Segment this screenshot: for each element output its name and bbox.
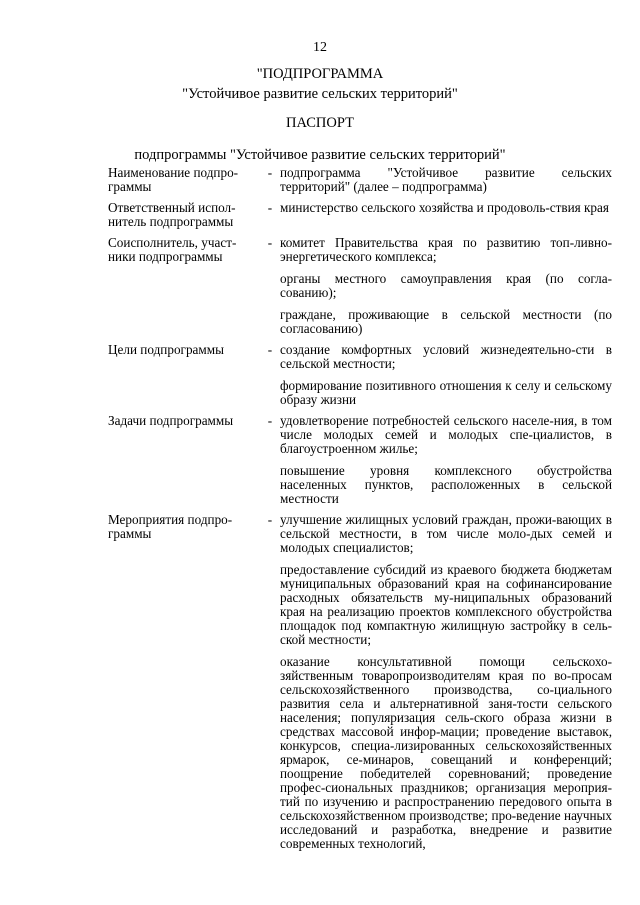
passport-row bbox=[108, 513, 612, 851]
page-number: 12 bbox=[313, 40, 327, 55]
passport-row-label: Соисполнитель, участ-ники подпрограммы bbox=[108, 235, 237, 264]
passport-row-label: Ответственный испол-нитель подпрограммы bbox=[108, 200, 236, 229]
subprogram-title-line1: "ПОДПРОГРАММА bbox=[256, 66, 384, 82]
passport-row-value: создание комфортных условий жизнедеятельно-сти в сельской местности; bbox=[280, 342, 612, 371]
passport-row bbox=[108, 414, 612, 506]
passport-row-value: предоставление субсидий из краевого бюджета бюджетам муниципальных образований края на софинансирование расходных обязательств му-ниципальных образований края на реализацию проектов комплексного обустройства площадок под компактную жилищную застройку в сель-ской местности; bbox=[280, 562, 612, 647]
passport-subheading: подпрограммы "Устойчивое развитие сельских территорий" bbox=[134, 147, 506, 163]
passport-row-label: Наименование подпро-граммы bbox=[108, 165, 239, 194]
passport-row-value: граждане, проживающие в сельской местности (по согласованию) bbox=[280, 307, 612, 336]
dash-separator: - bbox=[267, 235, 273, 250]
passport-heading-block bbox=[0, 113, 640, 165]
passport-row-values bbox=[280, 236, 612, 336]
passport-table bbox=[108, 166, 612, 858]
passport-row-value: удовлетворение потребностей сельского населе-ния, в том числе молодых семей и молодых спе-циалистов, в благоустроенном жилье; bbox=[280, 413, 612, 456]
passport-row bbox=[108, 236, 612, 336]
passport-row-values bbox=[280, 343, 612, 407]
dash-separator: - bbox=[267, 413, 273, 428]
subprogram-title-line2: "Устойчивое развитие сельских территорий" bbox=[182, 86, 458, 102]
passport-row bbox=[108, 343, 612, 407]
passport-row-value: повышение уровня комплексного обустройства населенных пунктов, расположенных в сельской местности bbox=[280, 463, 612, 506]
dash-separator: - bbox=[267, 342, 273, 357]
dash-separator: - bbox=[267, 200, 273, 215]
passport-row-value: подпрограмма "Устойчивое развитие сельских территорий" (далее – подпрограмма) bbox=[280, 165, 612, 194]
passport-row-value: формирование позитивного отношения к селу и сельскому образу жизни bbox=[280, 378, 612, 407]
passport-row-value: министерство сельского хозяйства и продоволь-ствия края bbox=[280, 200, 609, 215]
passport-row-label: Задачи подпрограммы bbox=[108, 413, 234, 428]
passport-row-label: Мероприятия подпро-граммы bbox=[108, 512, 233, 541]
passport-heading: ПАСПОРТ bbox=[286, 115, 354, 131]
passport-row-value: улучшение жилищных условий граждан, прожи-вающих в сельской местности, в том числе моло-дых семей и молодых специалистов; bbox=[280, 512, 612, 555]
passport-row-label: Цели подпрограммы bbox=[108, 342, 224, 357]
passport-row-value: органы местного самоуправления края (по согла-сованию); bbox=[280, 271, 612, 300]
passport-row-value: комитет Правительства края по развитию топ-ливно-энергетического комплекса; bbox=[280, 235, 612, 264]
dash-separator: - bbox=[267, 165, 273, 180]
passport-row bbox=[108, 201, 612, 229]
passport-row bbox=[108, 166, 612, 194]
passport-row-values bbox=[280, 166, 612, 194]
passport-row-value: оказание консультативной помощи сельскохо-зяйственным товаропроизводителям края по во-просам сельскохозяйственного производства, со-циального развития села и альтернативной заня-тости сельского населения; популяризация сель-ского образа жизни в средствах массовой инфор-мации; проведение выставок, конкурсов, специа-лизированных сельскохозяйственных ярмарок, се-минаров, совещаний и конференций; поощрение победителей соревнований; проведение профес-сиональных праздников; организация мероприя-тий по изучению и распространению передового опыта в сельскохозяйственном производстве; про-ведение научных исследований и разработка, внедрение и развитие современных технологий, bbox=[280, 654, 612, 851]
passport-row-values bbox=[280, 513, 612, 851]
subprogram-title bbox=[0, 64, 640, 104]
passport-row-values bbox=[280, 414, 612, 506]
passport-row-values bbox=[280, 201, 612, 215]
dash-separator: - bbox=[267, 512, 273, 527]
